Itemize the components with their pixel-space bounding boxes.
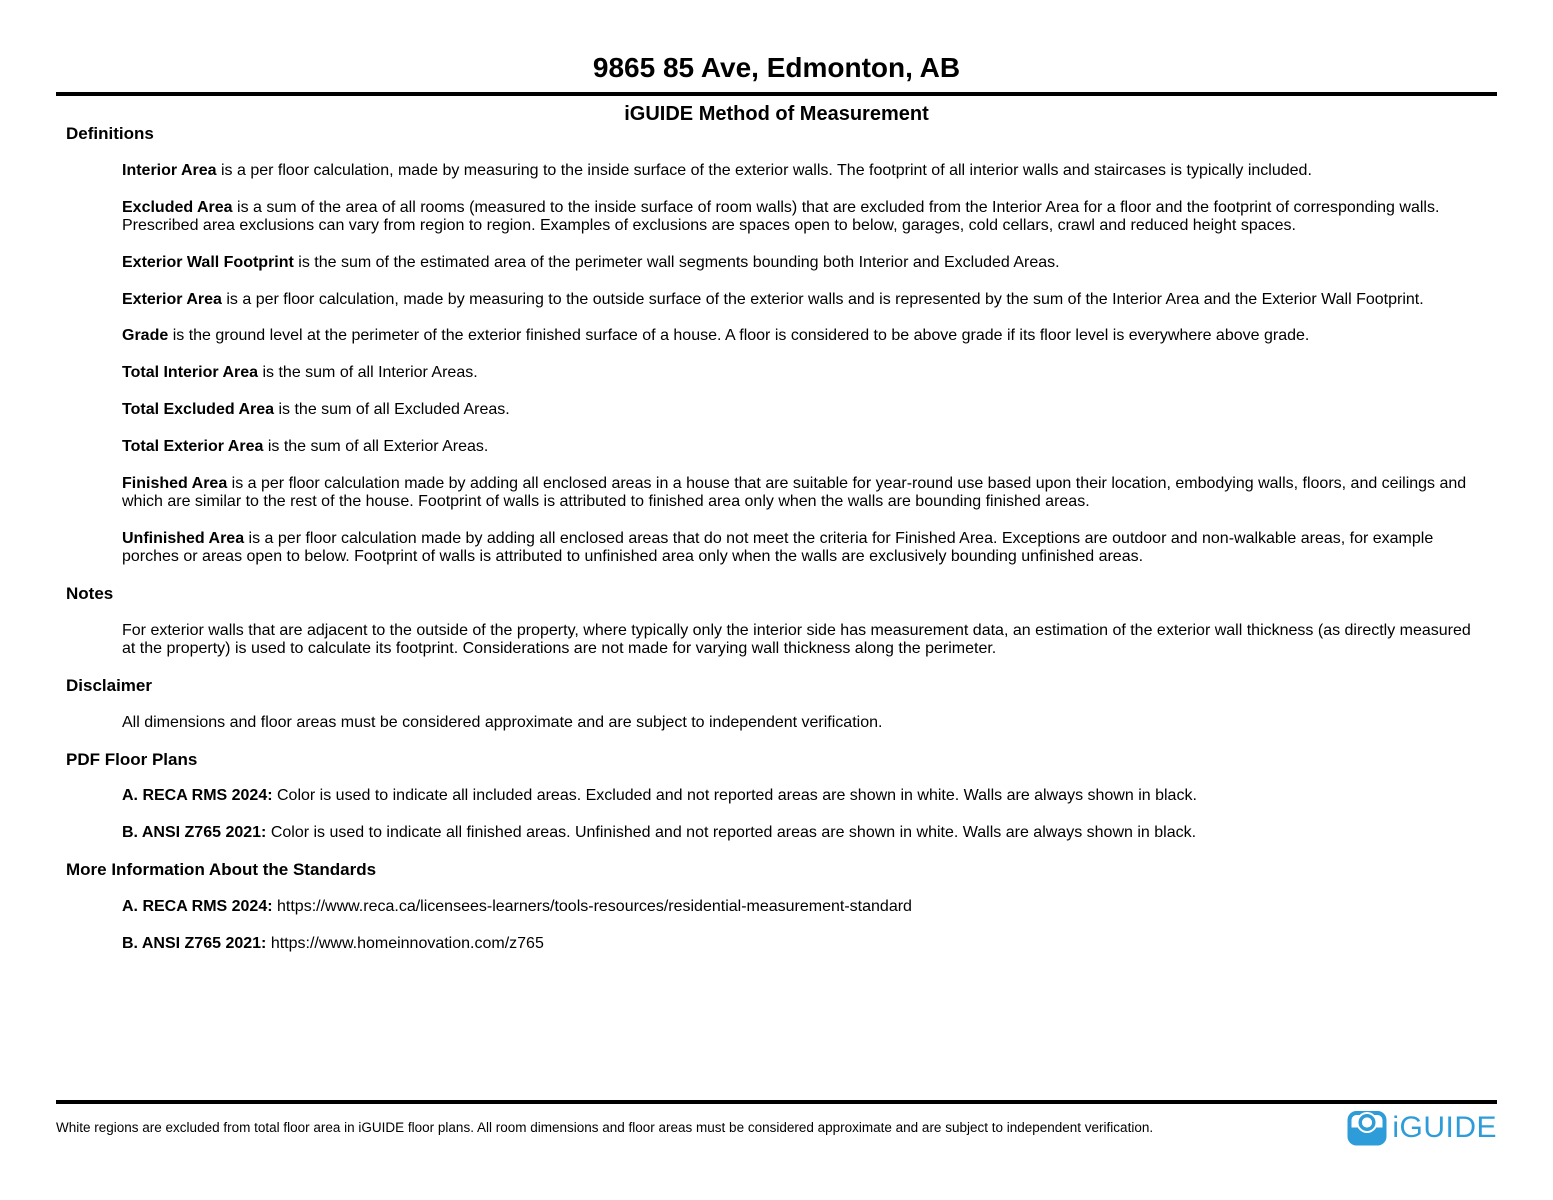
- iguide-camera-icon: [1347, 1110, 1387, 1146]
- page-footer: [56, 1100, 1497, 1146]
- document-paragraph: Excluded Area is a sum of the area of all rooms (measured to the inside surface of room walls) that are excluded from the Interior Area for a floor and the footprint of corresponding walls. Prescribed area exclusions can vary from region to region. Examples of exclusions are spaces open to below, garages, cold cellars, crawl and reduced height spaces.: [122, 198, 1440, 234]
- header-divider: [56, 92, 1497, 96]
- term-label: A. RECA RMS 2024:: [122, 787, 277, 805]
- term-label: Total Excluded Area: [122, 400, 279, 418]
- term-label: Grade: [122, 327, 173, 345]
- term-label: B. ANSI Z765 2021:: [122, 824, 271, 842]
- term-label: Exterior Area: [122, 290, 227, 308]
- document-paragraph: Unfinished Area is a per floor calculation made by adding all enclosed areas that do not meet the criteria for Finished Area. Exceptions are outdoor and non-walkable areas, for example porches or areas open to below. Footprint of walls is attributed to unfinished area only when the walls are exclusively bounding unfinished areas.: [122, 529, 1434, 566]
- document-paragraph: Total Interior Area is the sum of all Interior Areas.: [122, 364, 478, 382]
- term-label: A. RECA RMS 2024:: [122, 897, 277, 915]
- subtitle: iGUIDE Method of Measurement: [624, 103, 929, 125]
- document-paragraph: Finished Area is a per floor calculation made by adding all enclosed areas in a house that are suitable for year-round use based upon their location, embodying walls, floors, and ceilings and which are similar to the rest of the house. Footprint of walls is attributed to finished area only when the walls are bounding finished areas.: [122, 474, 1467, 510]
- document-paragraph: Interior Area is a per floor calculation, made by measuring to the inside surface of the exterior walls. The footprint of all interior walls and staircases is typically included.: [122, 161, 1312, 179]
- document-paragraph: A. RECA RMS 2024: https://www.reca.ca/licensees-learners/tools-resources/residential-measurement-standard: [122, 897, 912, 915]
- section-heading: Definitions: [66, 124, 154, 143]
- document-paragraph: Grade is the ground level at the perimeter of the exterior finished surface of a house. A floor is considered to be above grade if its floor level is everywhere above grade.: [122, 327, 1310, 345]
- document-paragraph: Total Excluded Area is the sum of all Excluded Areas.: [122, 400, 510, 418]
- term-label: Exterior Wall Footprint: [122, 253, 299, 271]
- term-label: Interior Area: [122, 161, 221, 179]
- document-paragraph: A. RECA RMS 2024: Color is used to indicate all included areas. Excluded and not reported areas are shown in white. Walls are always shown in black.: [122, 787, 1197, 805]
- term-label: Finished Area: [122, 474, 232, 492]
- document-paragraph: Total Exterior Area is the sum of all Exterior Areas.: [122, 437, 489, 455]
- section-heading: Notes: [66, 583, 114, 603]
- page-title: 9865 85 Ave, Edmonton, AB: [592, 52, 961, 83]
- term-label: Total Interior Area: [122, 364, 263, 382]
- document-paragraph: B. ANSI Z765 2021: https://www.homeinnovation.com/z765: [122, 934, 544, 952]
- document-paragraph: Exterior Wall Footprint is the sum of the estimated area of the perimeter wall segments bounding both Interior and Excluded Areas.: [122, 253, 1060, 271]
- footer-note: White regions are excluded from total floor area in iGUIDE floor plans. All room dimensions and floor areas must be considered approximate and are subject to independent verification.: [56, 1120, 1154, 1135]
- section-heading: Disclaimer: [66, 675, 152, 695]
- section-heading: PDF Floor Plans: [66, 749, 198, 769]
- term-label: B. ANSI Z765 2021:: [122, 934, 271, 952]
- document-paragraph: Exterior Area is a per floor calculation, made by measuring to the outside surface of the exterior walls and is represented by the sum of the Interior Area and the Exterior Wall Footprint.: [122, 290, 1424, 308]
- section-heading: More Information About the Standards: [66, 859, 377, 879]
- document-paragraph: For exterior walls that are adjacent to the outside of the property, where typically only the interior side has measurement data, an estimation of the exterior wall thickness (as directly measured at the property) is used to calculate its footprint. Considerations are not made for varying wall thickness along the perimeter.: [122, 621, 1471, 658]
- term-label: Total Exterior Area: [122, 437, 268, 455]
- sections: [0, 125, 1553, 953]
- term-label: Unfinished Area: [122, 529, 249, 547]
- term-label: Excluded Area: [122, 198, 238, 216]
- iguide-logo-text: iGUIDE: [1392, 1111, 1497, 1144]
- document-paragraph: B. ANSI Z765 2021: Color is used to indicate all finished areas. Unfinished and not reported areas are shown in white. Walls are always shown in black.: [122, 824, 1197, 842]
- iguide-logo: [1347, 1110, 1497, 1146]
- footer-divider: [56, 1100, 1497, 1104]
- document-paragraph: All dimensions and floor areas must be considered approximate and are subject to independent verification.: [122, 713, 883, 731]
